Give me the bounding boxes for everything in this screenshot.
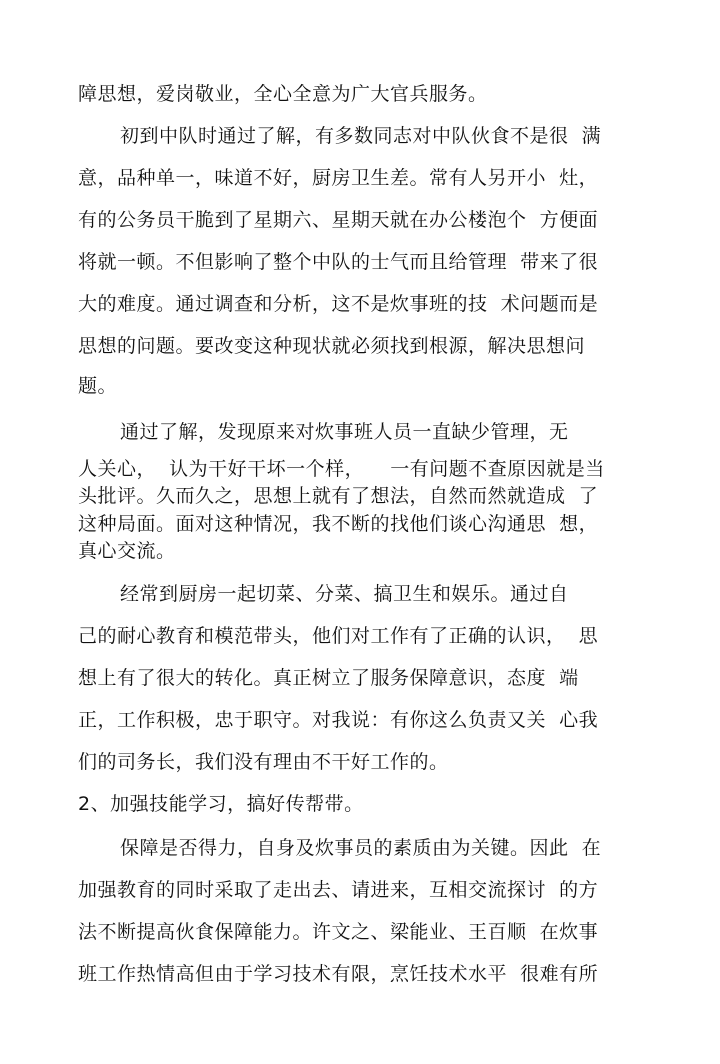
- text-line: 意，品种单一，味道不好，厨房卫生差。常有人另开小 灶，: [78, 167, 599, 189]
- text-line: 正，工作积极，忠于职守。对我说：有你这么负责又关 心我: [78, 709, 599, 731]
- text-line: 经常到厨房一起切菜、分菜、搞卫生和娱乐。通过自: [120, 583, 569, 605]
- text-line: 将就一顿。不但影响了整个中队的士气而且给管理 带来了很: [78, 251, 599, 273]
- text-line: 思想的问题。要改变这种现状就必须找到根源，解决思想问: [78, 335, 586, 357]
- section-heading: 2、加强技能学习，搞好传帮带。: [78, 793, 364, 815]
- text-line: 这种局面。面对这种情况，我不断的找他们谈心沟通思 想，: [78, 513, 599, 535]
- text-line: 题。: [78, 375, 118, 397]
- text-line: 法不断提高伙食保障能力。许文之、梁能业、王百顺 在炊事: [78, 921, 599, 943]
- text-line: 初到中队时通过了解，有多数同志对中队伙食不是很 满: [120, 125, 602, 147]
- text-line: 通过了解，发现原来对炊事班人员一直缺少管理，无: [120, 421, 569, 443]
- text-line: 班工作热情高但由于学习技术有限，烹饪技术水平 很难有所: [78, 963, 599, 985]
- text-line: 大的难度。通过调查和分析，这不是炊事班的技 术问题而是: [78, 293, 599, 315]
- text-line: 加强教育的同时采取了走出去、请进来，互相交流探讨 的方: [78, 879, 599, 901]
- text-line: 障思想，爱岗敬业，全心全意为广大官兵服务。: [78, 83, 488, 105]
- text-line: 想上有了很大的转化。真正树立了服务保障意识，态度 端: [78, 667, 579, 689]
- text-line: 真心交流。: [78, 540, 176, 562]
- text-line: 人关心， 认为干好干坏一个样， 一有问题不查原因就是当: [78, 458, 605, 480]
- text-line: 己的耐心教育和模范带头，他们对工作有了正确的认识， 思: [78, 625, 599, 647]
- text-line: 们的司务长，我们没有理由不干好工作的。: [78, 751, 449, 773]
- text-line: 保障是否得力，自身及炊事员的素质由为关键。因此 在: [120, 837, 602, 859]
- text-line: 头批评。久而久之，思想上就有了想法，自然而然就造成 了: [78, 485, 599, 507]
- text-line: 有的公务员干脆到了星期六、星期天就在办公楼泡个 方便面: [78, 209, 599, 231]
